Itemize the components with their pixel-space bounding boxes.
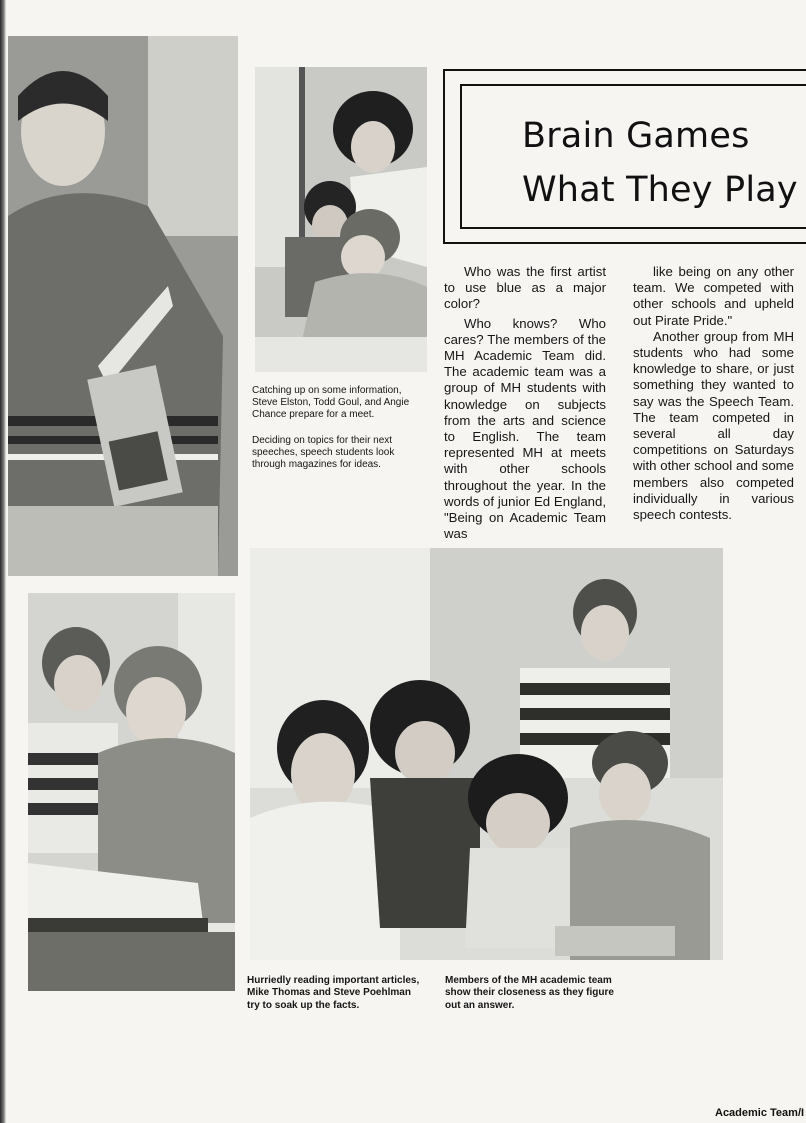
- story-paragraph: Who was the first artist to use blue as a major color?: [444, 264, 606, 312]
- story-paragraph: like being on any other team. We competed with other schools and upheld out Pirate Pride.": [633, 264, 794, 328]
- title-inner-frame: [460, 84, 806, 229]
- story-paragraph: Who knows? Who cares? The members of the MH Academic Team did. The academic team was a group of MH students with knowledge on subjects from the arts and science to English. The team represented MH at meets with other schools throughout the year. In the words of junior Ed England, "Being on Academic Team was: [444, 315, 606, 542]
- story-column-1: [444, 264, 606, 542]
- story-paragraph: Another group from MH students who had some knowledge to share, or just something they wanted to say was the Speech Team. The team competed in several all day competitions on Saturdays with other school and some members also competed individually in various speech contests.: [633, 328, 794, 523]
- photo-academic-team: [250, 548, 723, 960]
- page-spine-shadow: [0, 0, 6, 1123]
- photo-students-reading-articles: [28, 593, 235, 991]
- title-frame: [443, 69, 806, 244]
- caption-speech-students: Deciding on topics for their next speeches, speech students look through magazines for ideas.: [252, 434, 395, 471]
- page-footer: Academic Team/I: [715, 1107, 805, 1119]
- photo-students-prepare-meet: [255, 67, 427, 372]
- page-title-line-1: Brain Games: [522, 116, 750, 156]
- page-title-line-2: What They Play: [522, 170, 798, 210]
- caption-top-group: [252, 385, 427, 484]
- caption-prepare-meet: Catching up on some information, Steve Elston, Todd Goul, and Angie Chance prepare for a meet.: [252, 385, 410, 421]
- caption-academic-team: Members of the MH academic team show their closeness as they figure out an answer.: [445, 975, 614, 1011]
- caption-reading-articles: Hurriedly reading important articles, Mike Thomas and Steve Poehlman try to soak up the facts.: [247, 975, 420, 1011]
- photo-speech-student-reading: [8, 36, 238, 576]
- story-column-2: [633, 264, 794, 523]
